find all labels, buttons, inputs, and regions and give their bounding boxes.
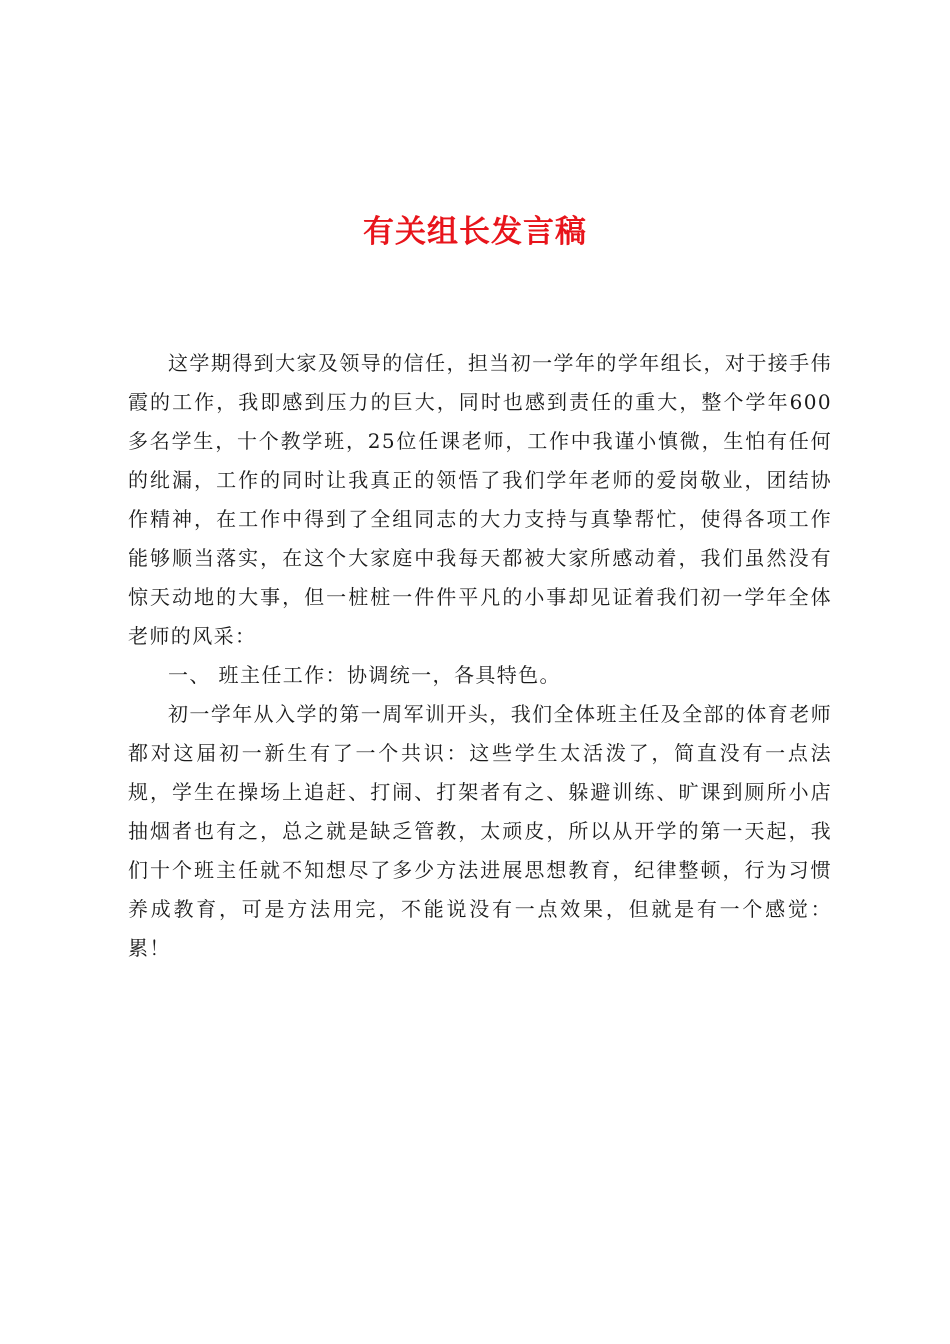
section-heading-1: 一、 班主任工作：协调统一，各具特色。	[168, 663, 561, 687]
document-body	[128, 344, 832, 968]
paragraph-intro: 这学期得到大家及领导的信任，担当初一学年的学年组长，对于接手伟霞的工作，我即感到压力的巨大，同时也感到责任的重大，整个学年600多名学生，十个教学班，25位任课老师，工作中我谨小慎微，生怕有任何的纰漏，工作的同时让我真正的领悟了我们学年老师的爱岗敬业，团结协作精神，在工作中得到了全组同志的大力支持与真挚帮忙，使得各项工作能够顺当落实，在这个大家庭中我每天都被大家所感动着，我们虽然没有惊天动地的大事，但一桩桩一件件平凡的小事却见证着我们初一学年全体老师的风采：	[128, 351, 832, 648]
paragraph-section-1: 初一学年从入学的第一周军训开头，我们全体班主任及全部的体育老师都对这届初一新生有了一个共识：这些学生太活泼了，简直没有一点法规，学生在操场上追赶、打闹、打架者有之、躲避训练、旷课到厕所小店抽烟者也有之，总之就是缺乏管教，太顽皮，所以从开学的第一天起，我们十个班主任就不知想尽了多少方法进展思想教育，纪律整顿，行为习惯养成教育，可是方法用完，不能说没有一点效果，但就是有一个感觉：累！	[128, 702, 832, 960]
document-title: 有关组长发言稿	[363, 214, 587, 250]
